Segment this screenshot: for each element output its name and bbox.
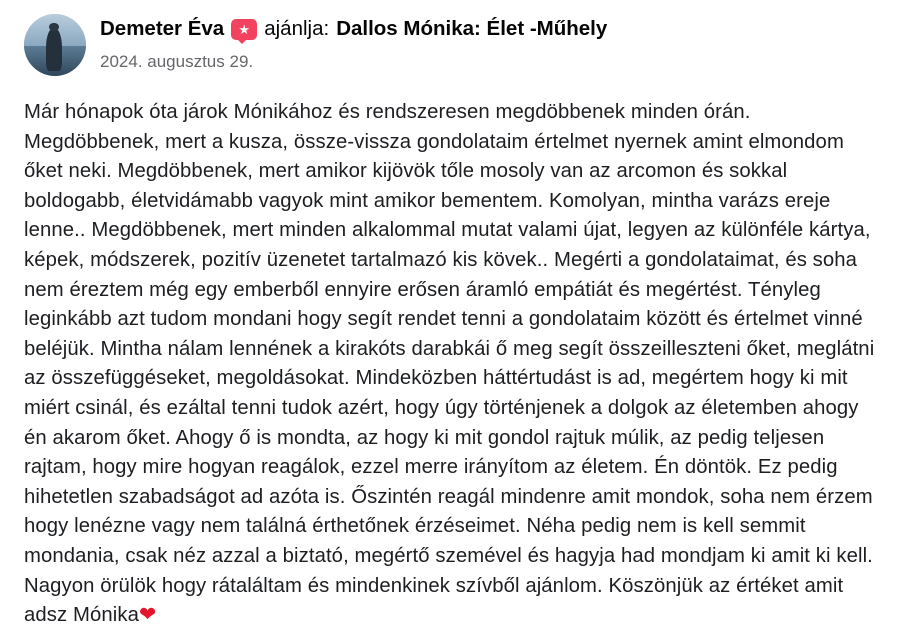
author-name[interactable]: Demeter Éva	[100, 17, 225, 40]
post-body-closing-text: Nagyon örülök hogy rátaláltam és mindenkinek szívből ajánlom. Köszönjük az értéket amit adsz Mónika	[24, 574, 844, 627]
post-header	[24, 14, 876, 76]
recommendation-badge-icon	[231, 19, 257, 40]
post-body-closing	[24, 572, 876, 631]
post-date: 2024. augusztus 29.	[100, 52, 254, 71]
post-header-text	[100, 14, 607, 72]
avatar-figure	[46, 28, 62, 71]
post-body-main: Már hónapok óta járok Mónikához és rendszeresen megdöbbenek minden órán. Megdöbbenek, mert a kusza, össze-vissza gondolataim értelmet nyernek amint elmondom őket neki. Megdöbbenek, mert amikor kijövök tőle mosoly van az arcomon és sokkal boldogabb, életvidámabb vagyok mint amikor bementem. Komolyan, mintha varázs ereje lenne.. Megdöbbenek, mert minden alkalommal mutat valami újat, legyen az különféle kártya, képek, módszerek, pozitív üzenetet tartalmazó kis kövek.. Megérti a gondolataimat, és soha nem éreztem még egy emberből ennyire erősen áramló empátiát és megértést. Tényleg leginkább azt tudom mondani hogy segít rendet tenni a gondolataim között és értelmet vinné beléjük. Mintha nálam lennének a kirakóts darabkái ő meg segít összeilleszteni őket, meglátni az összefüggéseket, megoldásokat. Mindeközben háttértudást is ad, megértem hogy ki mit miért csinál, és ezáltal tenni tudok azért, hogy úgy történjenek a dolgok az életemben ahogy én akarom őket. Ahogy ő is mondta, az hogy ki mit gondol rajtuk múlik, az pedig teljesen rajtam, hogy mire hogyan reagálok, ezzel merre irányítom az életem. Én döntök. Ez pedig hihetetlen szabadságot ad azóta is. Őszintén reagál mindenre amit mondok, soha nem érzem hogy lenézne vagy nem találná érthetőnek érzéseimet. Néha pedig nem is kell semmit mondania, csak néz azzal a biztató, megértő szemével és hagyja had mondjam ki amit ki kell.	[24, 101, 875, 567]
avatar-head	[49, 23, 58, 31]
post-body	[24, 98, 876, 631]
post-attribution-line	[100, 16, 607, 42]
star-icon: ★	[238, 21, 251, 37]
recommended-page-name[interactable]: Dallos Mónika: Élet -Műhely	[336, 17, 608, 40]
attribution-verb: ajánlja:	[264, 17, 330, 40]
heart-icon: ❤	[138, 604, 157, 627]
avatar[interactable]	[24, 14, 86, 76]
